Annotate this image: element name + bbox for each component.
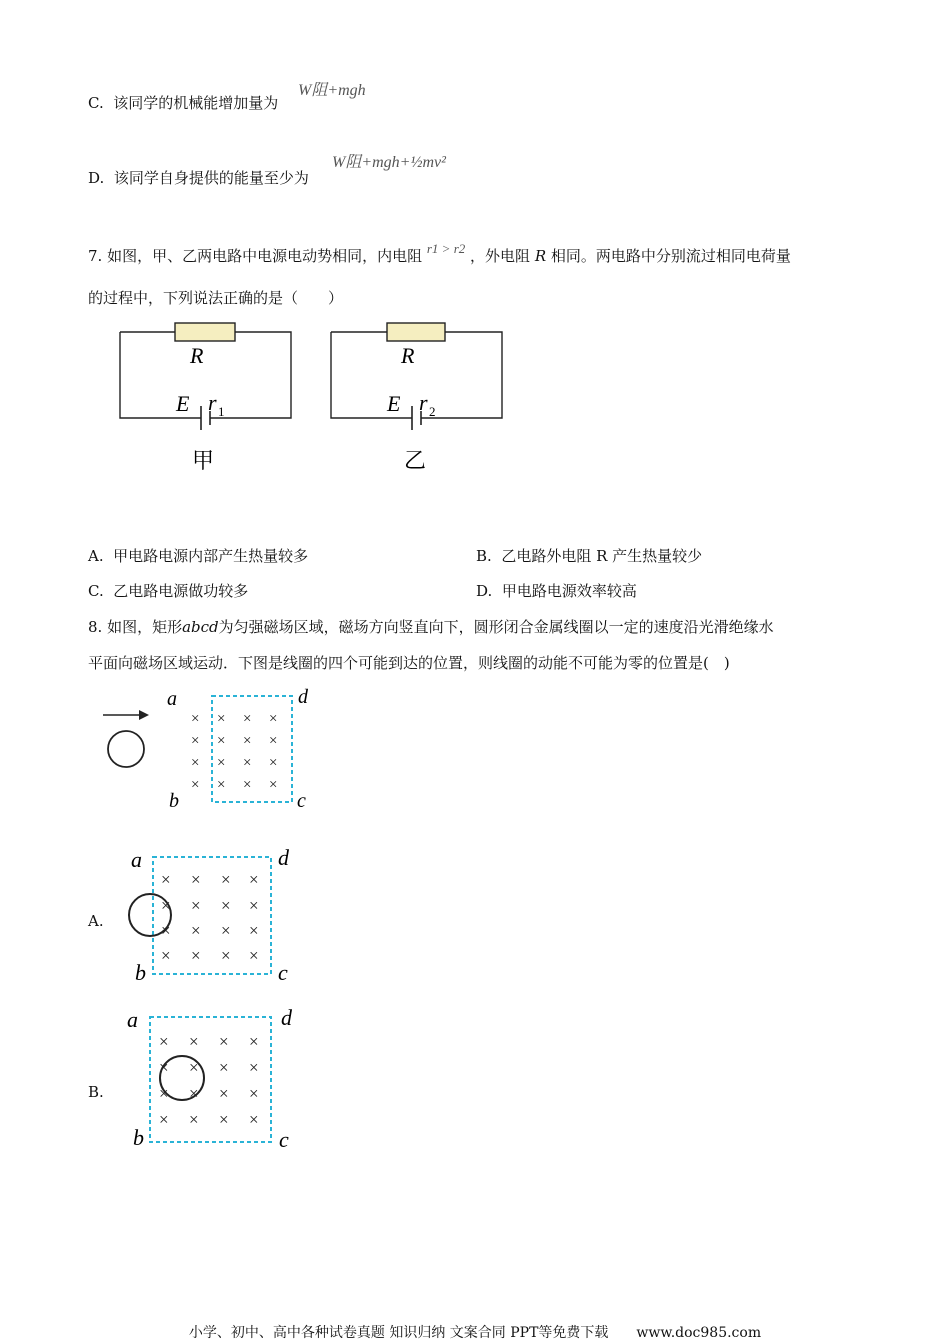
internal-sub-yi: 2	[429, 404, 436, 419]
emf-label-yi: E	[387, 391, 401, 416]
q7-stem-part1: 7. 如图，甲、乙两电路中电源电动势相同，内电阻	[88, 247, 423, 265]
corner-d-b: d	[281, 1005, 292, 1030]
q7-stem-formula: r1 > r2	[426, 241, 466, 256]
corner-a-a: a	[131, 847, 142, 872]
svg-text:×: ×	[249, 1084, 259, 1103]
q7-option-d-label: D.	[476, 582, 493, 600]
q7-option-b-text: 乙电路外电阻 R 产生热量较少	[501, 547, 703, 565]
corner-b-a: b	[135, 960, 146, 983]
svg-text:×: ×	[161, 870, 171, 889]
corner-d-a: d	[278, 845, 289, 870]
svg-text:×: ×	[161, 946, 171, 965]
svg-text:×: ×	[191, 896, 201, 915]
svg-text:×: ×	[269, 755, 278, 771]
svg-text:×: ×	[191, 733, 200, 749]
option-c-formula: W阻+mgh	[298, 82, 366, 99]
caption-jia: 甲	[192, 448, 215, 473]
circuit-yi	[331, 323, 502, 473]
corner-a-b: a	[127, 1007, 138, 1032]
corner-b-b: b	[133, 1125, 144, 1150]
svg-text:×: ×	[249, 921, 259, 940]
circuit-jia	[120, 323, 291, 473]
svg-text:×: ×	[159, 1058, 169, 1077]
q8-initial-diagram	[95, 685, 335, 815]
svg-text:×: ×	[221, 870, 231, 889]
svg-text:×: ×	[161, 896, 171, 915]
svg-text:×: ×	[219, 1110, 229, 1129]
svg-text:×: ×	[191, 870, 201, 889]
svg-text:×: ×	[221, 946, 231, 965]
q7-stem-part2: ，外电阻	[470, 247, 531, 265]
corner-c-a: c	[278, 960, 288, 983]
resistor-yi	[387, 323, 445, 341]
q7-option-a-text: 甲电路电源内部产生热量较多	[113, 547, 309, 565]
svg-text:×: ×	[189, 1084, 199, 1103]
svg-text:×: ×	[269, 777, 278, 793]
svg-text:×: ×	[217, 711, 226, 727]
q7-option-a	[88, 545, 308, 567]
resistor-label-jia: R	[190, 343, 204, 368]
q8-stem-post: 为匀强磁场区域，磁场方向竖直向下，圆形闭合金属线圈以一定的速度沿光滑绝缘水	[218, 618, 774, 636]
corner-a: a	[167, 688, 177, 710]
svg-text:×: ×	[221, 921, 231, 940]
q7-option-d-text: 甲电路电源效率较高	[501, 582, 637, 600]
internal-sub-jia: 1	[218, 404, 225, 419]
resistor-label-yi: R	[401, 343, 415, 368]
svg-text:×: ×	[217, 755, 226, 771]
corner-d: d	[298, 686, 308, 708]
svg-text:×: ×	[249, 870, 259, 889]
arrow-head-icon	[139, 710, 149, 720]
q7-option-b	[476, 545, 702, 567]
svg-text:×: ×	[249, 1058, 259, 1077]
coil-circle	[108, 731, 144, 767]
q8-option-a-label: A.	[88, 912, 104, 930]
svg-text:×: ×	[159, 1084, 169, 1103]
q8-option-b-label: B.	[88, 1083, 104, 1101]
option-c-label: C.	[88, 94, 104, 112]
svg-text:×: ×	[221, 896, 231, 915]
coil-circle-a	[129, 894, 171, 936]
svg-text:×: ×	[189, 1110, 199, 1129]
q8-stem-line1	[88, 616, 774, 638]
q7-option-d	[476, 580, 637, 602]
internal-label-yi: r	[419, 390, 428, 415]
svg-text:×: ×	[219, 1058, 229, 1077]
field-crosses-a	[161, 870, 259, 965]
svg-text:×: ×	[191, 777, 200, 793]
q8-stem-abcd: abcd	[182, 618, 219, 636]
svg-text:×: ×	[269, 711, 278, 727]
q7-stem-R: R	[534, 247, 547, 265]
svg-text:×: ×	[191, 921, 201, 940]
q7-circuit-diagrams	[110, 318, 530, 478]
svg-text:×: ×	[191, 755, 200, 771]
field-crosses-b	[159, 1032, 259, 1129]
svg-text:×: ×	[249, 896, 259, 915]
option-d-q6	[88, 167, 309, 189]
caption-yi: 乙	[404, 448, 427, 473]
q7-option-c-text: 乙电路电源做功较多	[113, 582, 249, 600]
q7-option-a-label: A.	[88, 547, 104, 565]
svg-text:×: ×	[219, 1084, 229, 1103]
svg-text:×: ×	[189, 1032, 199, 1051]
q8-stem-pre: 8. 如图，矩形	[88, 618, 183, 636]
q7-option-c-label: C.	[88, 582, 104, 600]
option-d-label: D.	[88, 169, 105, 187]
corner-c-b: c	[279, 1127, 289, 1150]
internal-label-jia: r	[208, 390, 217, 415]
coil-circle-b	[160, 1056, 204, 1100]
q8-option-a-diagram	[125, 843, 325, 983]
q8-stem-line2: 平面向磁场区域运动．下图是线圈的四个可能到达的位置，则线圈的动能不可能为零的位置是( )	[88, 654, 730, 672]
svg-text:×: ×	[191, 946, 201, 965]
q7-option-b-label: B.	[476, 547, 492, 565]
svg-text:×: ×	[249, 1110, 259, 1129]
q7-stem-line1	[88, 238, 791, 267]
svg-text:×: ×	[191, 711, 200, 727]
svg-text:×: ×	[249, 946, 259, 965]
svg-text:×: ×	[243, 777, 252, 793]
svg-text:×: ×	[249, 1032, 259, 1051]
option-d-text: 该同学自身提供的能量至少为	[113, 169, 309, 187]
svg-text:×: ×	[243, 733, 252, 749]
emf-label-jia: E	[176, 391, 190, 416]
option-c-q6	[88, 92, 278, 114]
q8-option-b-diagram	[125, 1005, 325, 1150]
svg-text:×: ×	[219, 1032, 229, 1051]
q7-option-c	[88, 580, 248, 602]
svg-text:×: ×	[159, 1110, 169, 1129]
svg-text:×: ×	[159, 1032, 169, 1051]
corner-c: c	[297, 790, 306, 812]
resistor-jia	[175, 323, 235, 341]
q7-stem-part3: 相同。两电路中分别流过相同电荷量	[550, 247, 791, 265]
svg-text:×: ×	[269, 733, 278, 749]
svg-text:×: ×	[243, 755, 252, 771]
option-c-text: 该同学的机械能增加量为	[113, 94, 279, 112]
svg-text:×: ×	[217, 777, 226, 793]
svg-text:×: ×	[217, 733, 226, 749]
corner-b: b	[169, 790, 179, 812]
field-crosses	[191, 711, 277, 793]
option-d-formula: W阻+mgh+½mv²	[332, 154, 446, 171]
svg-text:×: ×	[161, 921, 171, 940]
q7-stem-line2: 的过程中，下列说法正确的是（ ）	[88, 289, 344, 307]
page-footer: 小学、初中、高中各种试卷真题 知识归纳 文案合同 PPT等免费下载 www.doc985.com	[188, 1325, 762, 1341]
svg-text:×: ×	[189, 1058, 199, 1077]
svg-text:×: ×	[243, 711, 252, 727]
